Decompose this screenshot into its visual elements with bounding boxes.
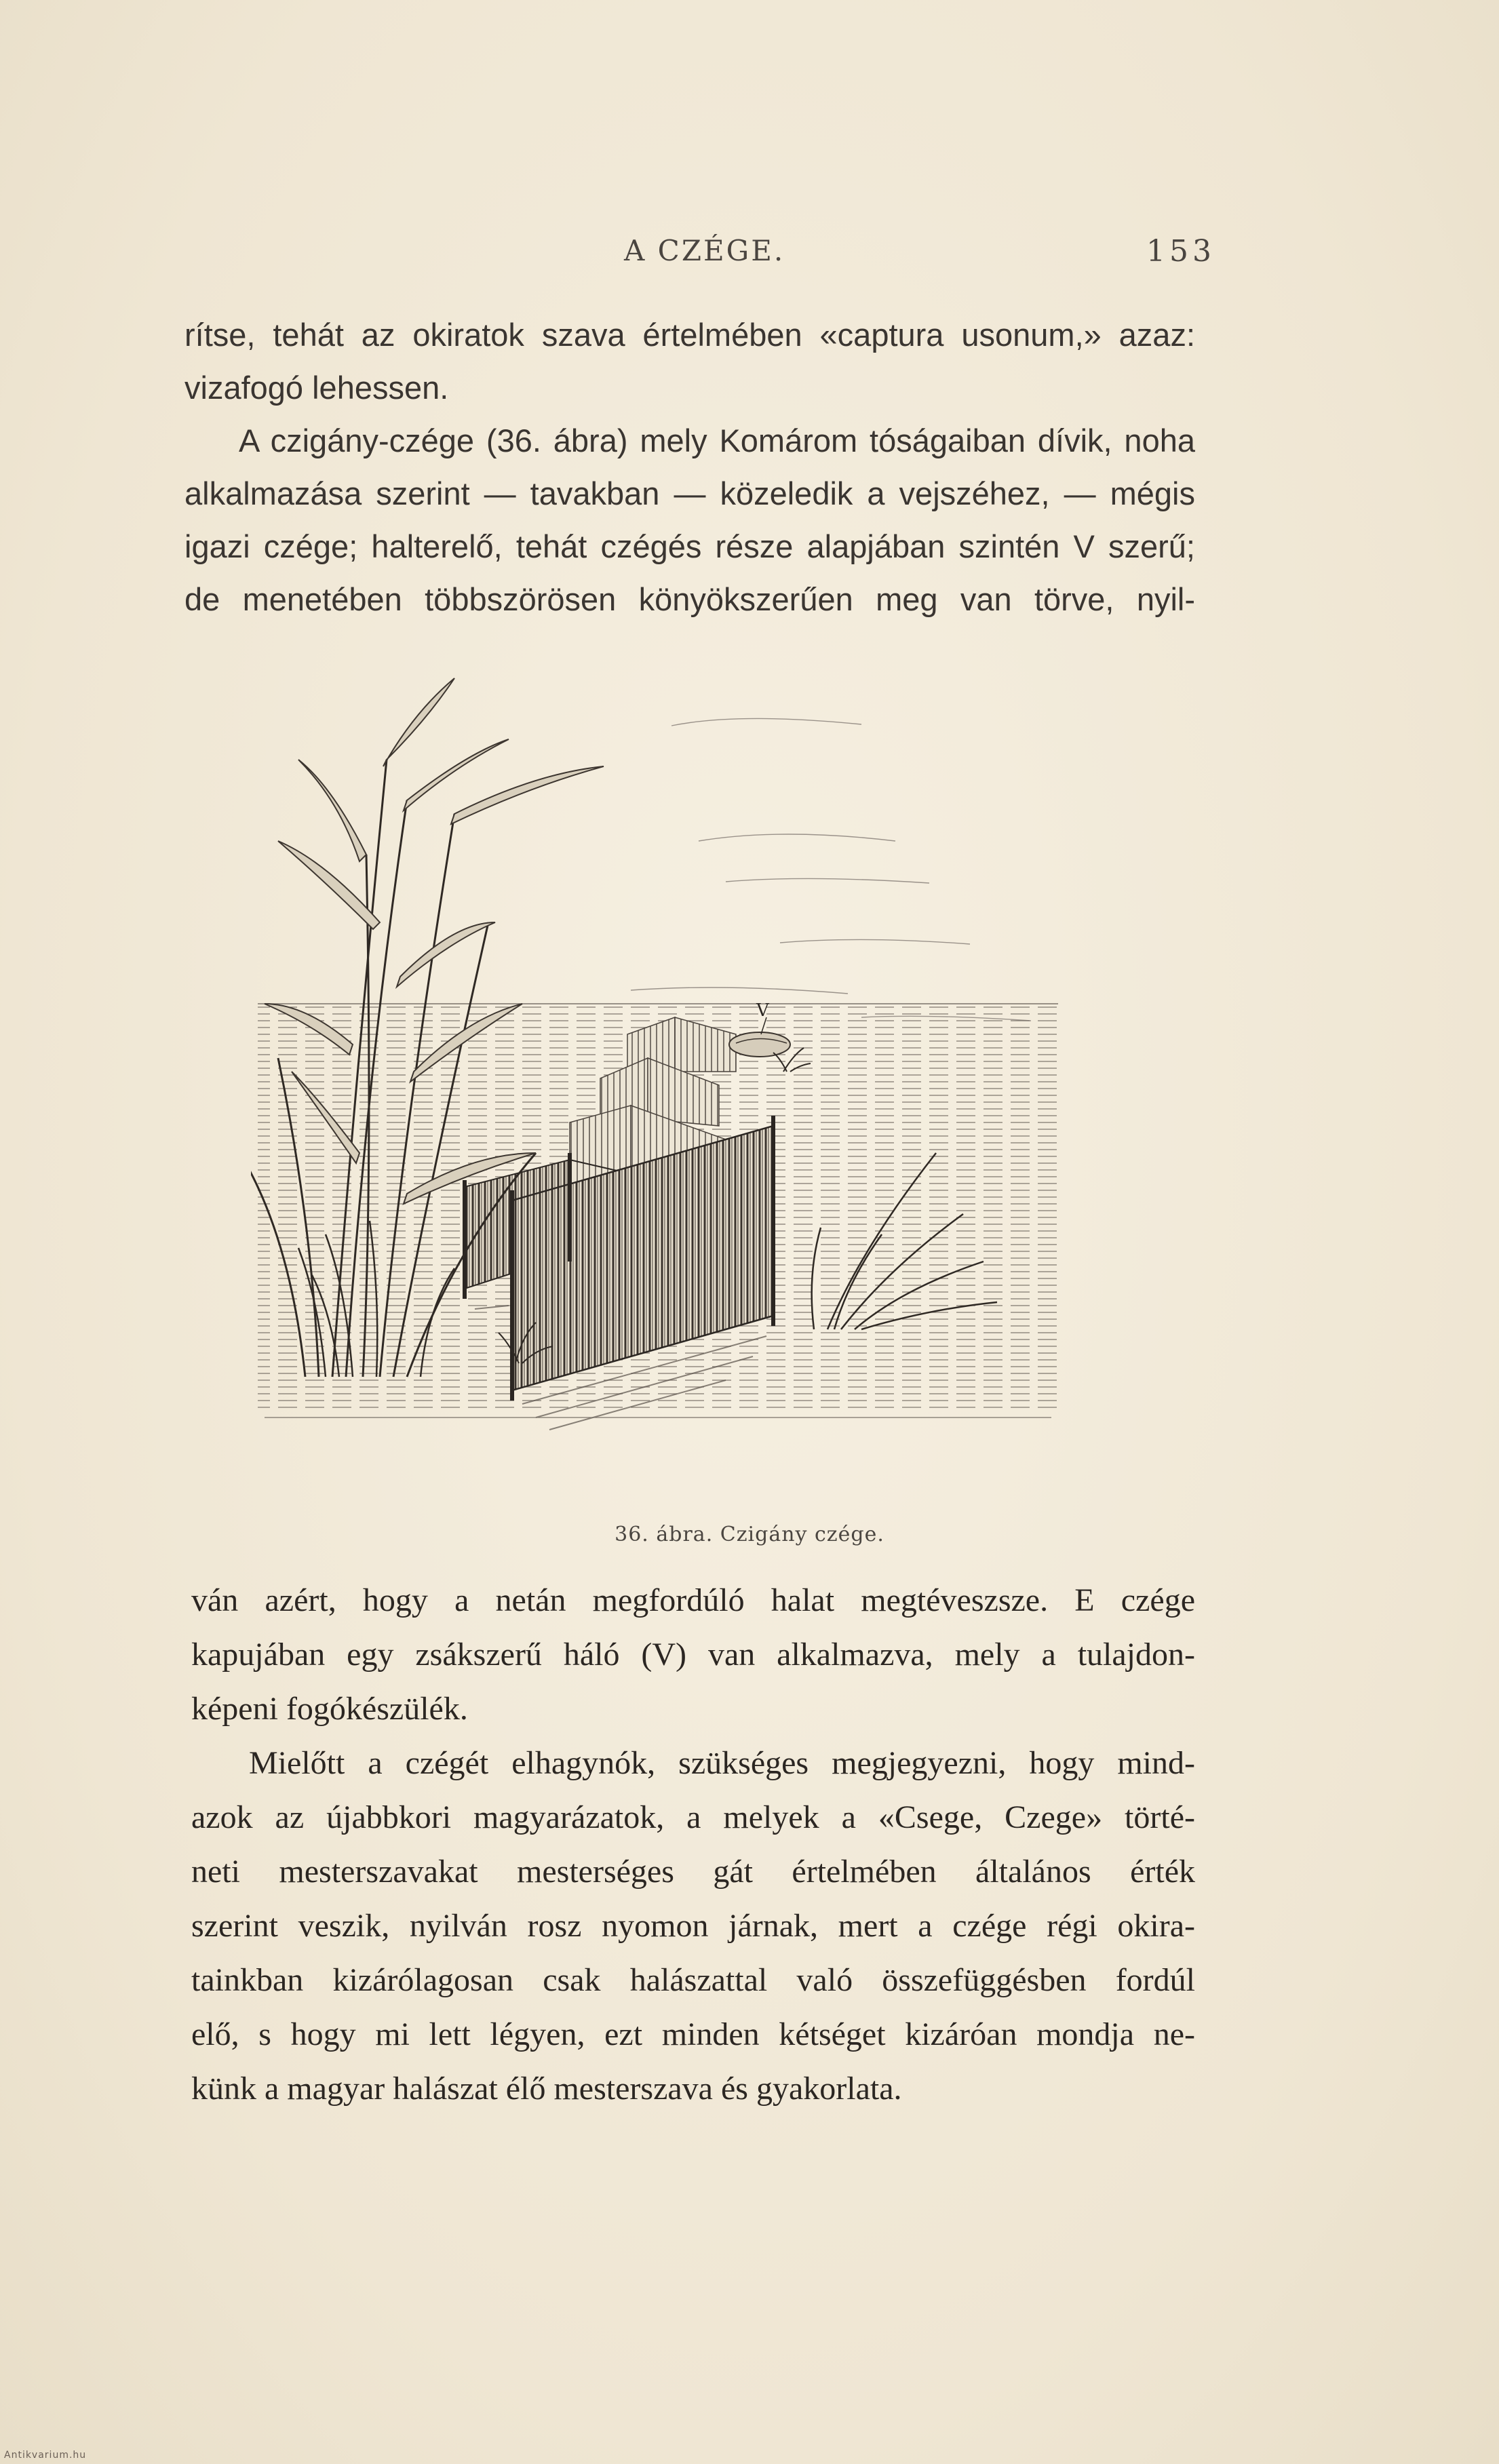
sky-clouds	[631, 718, 1031, 1021]
running-head: A CZÉGE.	[624, 234, 785, 267]
text-line: Mielőtt a czégét elhagynók, szükséges megjegyezni, hogy mind-	[249, 1745, 1195, 1781]
text-line: vizafogó lehessen.	[184, 370, 449, 406]
figure-caption: 36. ábra. Czigány czége.	[615, 1523, 884, 1546]
text-line: azok az újabbkori magyarázatok, a melyek a «Csege, Czege» törté-	[191, 1799, 1195, 1835]
text-line: de menetében többszörösen könyökszerűen meg van törve, nyil-	[184, 581, 1195, 617]
net-trap	[729, 1032, 790, 1057]
text-line: alkalmazása szerint — tavakban — közeledik a vejszéhez, — mégis	[184, 475, 1195, 511]
page-number: 153	[1146, 234, 1215, 269]
text-line: künk a magyar halászat élő mesterszava és gyakorlata.	[191, 2071, 902, 2107]
text-line: szerint veszik, nyilván rosz nyomon járnak, mert a czége régi okira-	[191, 1908, 1195, 1944]
watermark: Antikvarium.hu	[4, 2450, 87, 2461]
figure-label-v: V	[756, 1000, 769, 1021]
text-line: neti mesterszavakat mesterséges gát értelmében általános érték	[191, 1854, 1195, 1890]
text-line: rítse, tehát az okiratok szava értelmében «captura usonum,» azaz:	[184, 317, 1195, 353]
text-line: elő, s hogy mi lett légyen, ezt minden kétséget kizáróan mondja ne-	[191, 2016, 1195, 2052]
text-line: ván azért, hogy a netán megfordúló halat megtéveszsze. E czége	[191, 1582, 1195, 1618]
text-line: igazi czége; halterelő, tehát czégés része alapjában szintén V szerű;	[184, 528, 1195, 564]
text-line: tainkban kizárólagosan csak halászattal való összefüggésben fordúl	[191, 1962, 1195, 1998]
czigany-czege-illustration	[251, 638, 1119, 1506]
top-paragraph	[184, 309, 1195, 626]
text-line: A czigány-czége (36. ábra) mely Komárom tóságaiban dívik, noha	[239, 423, 1195, 458]
engraving-figure	[251, 638, 1119, 1506]
text-line: kapujában egy zsákszerű háló (V) van alkalmazva, mely a tulajdon-	[191, 1637, 1195, 1673]
text-line: képeni fogókészülék.	[191, 1691, 468, 1727]
page-header	[0, 234, 1499, 275]
bottom-paragraph	[184, 1573, 1195, 2116]
